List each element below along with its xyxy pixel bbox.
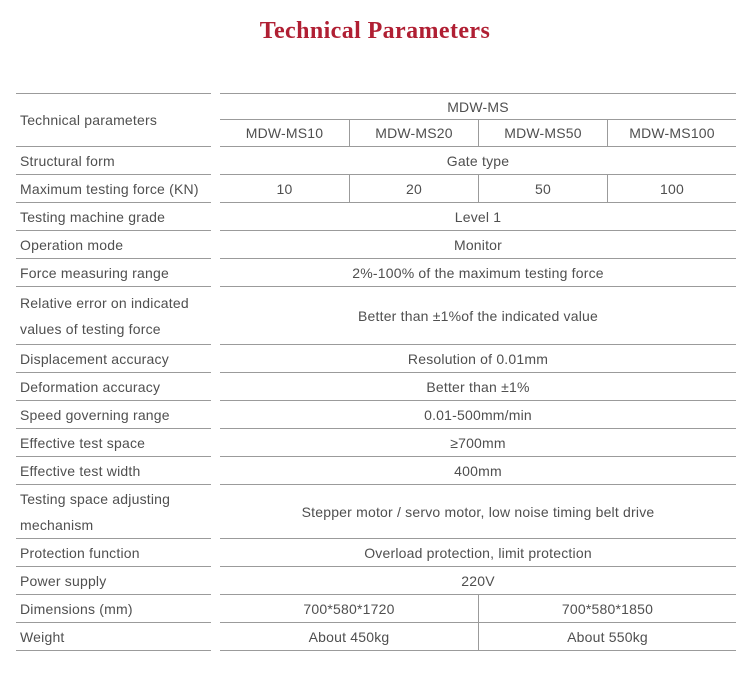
label-deformation-accuracy: Deformation accuracy (16, 373, 211, 401)
label-protection-function: Protection function (16, 539, 211, 567)
page-title: Technical Parameters (259, 18, 491, 44)
value-operation-mode: Monitor (220, 231, 736, 259)
series-name: MDW-MS (220, 93, 736, 120)
value-weight-1: About 450kg (220, 623, 478, 651)
parameters-table (16, 93, 736, 651)
value-dimensions-mm-1: 700*580*1720 (220, 595, 478, 623)
label-structural-form: Structural form (16, 147, 211, 175)
model-header-mdw-ms50: MDW-MS50 (478, 120, 607, 147)
value-force-measuring-range: 2%-100% of the maximum testing force (220, 259, 736, 287)
label-effective-test-space: Effective test space (16, 429, 211, 457)
label-maximum-testing-force-kn: Maximum testing force (KN) (16, 175, 211, 203)
value-effective-test-width: 400mm (220, 457, 736, 485)
value-protection-function: Overload protection, limit protection (220, 539, 736, 567)
label-effective-test-width: Effective test width (16, 457, 211, 485)
value-power-supply: 220V (220, 567, 736, 595)
label-speed-governing-range: Speed governing range (16, 401, 211, 429)
value-effective-test-space: ≥700mm (220, 429, 736, 457)
label-relative-error-on-indicated-values-of-testing-force: Relative error on indicated values of testing force (16, 287, 211, 345)
label-testing-space-adjusting-mechanism: Testing space adjusting mechanism (16, 485, 211, 539)
value-deformation-accuracy: Better than ±1% (220, 373, 736, 401)
model-header-mdw-ms100: MDW-MS100 (607, 120, 736, 147)
model-header-mdw-ms20: MDW-MS20 (349, 120, 478, 147)
label-weight: Weight (16, 623, 211, 651)
model-header-mdw-ms10: MDW-MS10 (220, 120, 349, 147)
value-weight-2: About 550kg (478, 623, 736, 651)
label-operation-mode: Operation mode (16, 231, 211, 259)
label-displacement-accuracy: Displacement accuracy (16, 345, 211, 373)
value-testing-machine-grade: Level 1 (220, 203, 736, 231)
value-structural-form: Gate type (220, 147, 736, 175)
corner-label: Technical parameters (16, 93, 211, 147)
label-dimensions-mm: Dimensions (mm) (16, 595, 211, 623)
value-displacement-accuracy: Resolution of 0.01mm (220, 345, 736, 373)
label-testing-machine-grade: Testing machine grade (16, 203, 211, 231)
value-maximum-testing-force-kn-3: 50 (478, 175, 607, 203)
value-relative-error-on-indicated-values-of-testing-force: Better than ±1%of the indicated value (220, 287, 736, 345)
value-testing-space-adjusting-mechanism: Stepper motor / servo motor, low noise timing belt drive (220, 485, 736, 539)
value-maximum-testing-force-kn-1: 10 (220, 175, 349, 203)
value-maximum-testing-force-kn-4: 100 (607, 175, 736, 203)
value-maximum-testing-force-kn-2: 20 (349, 175, 478, 203)
label-force-measuring-range: Force measuring range (16, 259, 211, 287)
value-speed-governing-range: 0.01-500mm/min (220, 401, 736, 429)
label-power-supply: Power supply (16, 567, 211, 595)
value-dimensions-mm-2: 700*580*1850 (478, 595, 736, 623)
